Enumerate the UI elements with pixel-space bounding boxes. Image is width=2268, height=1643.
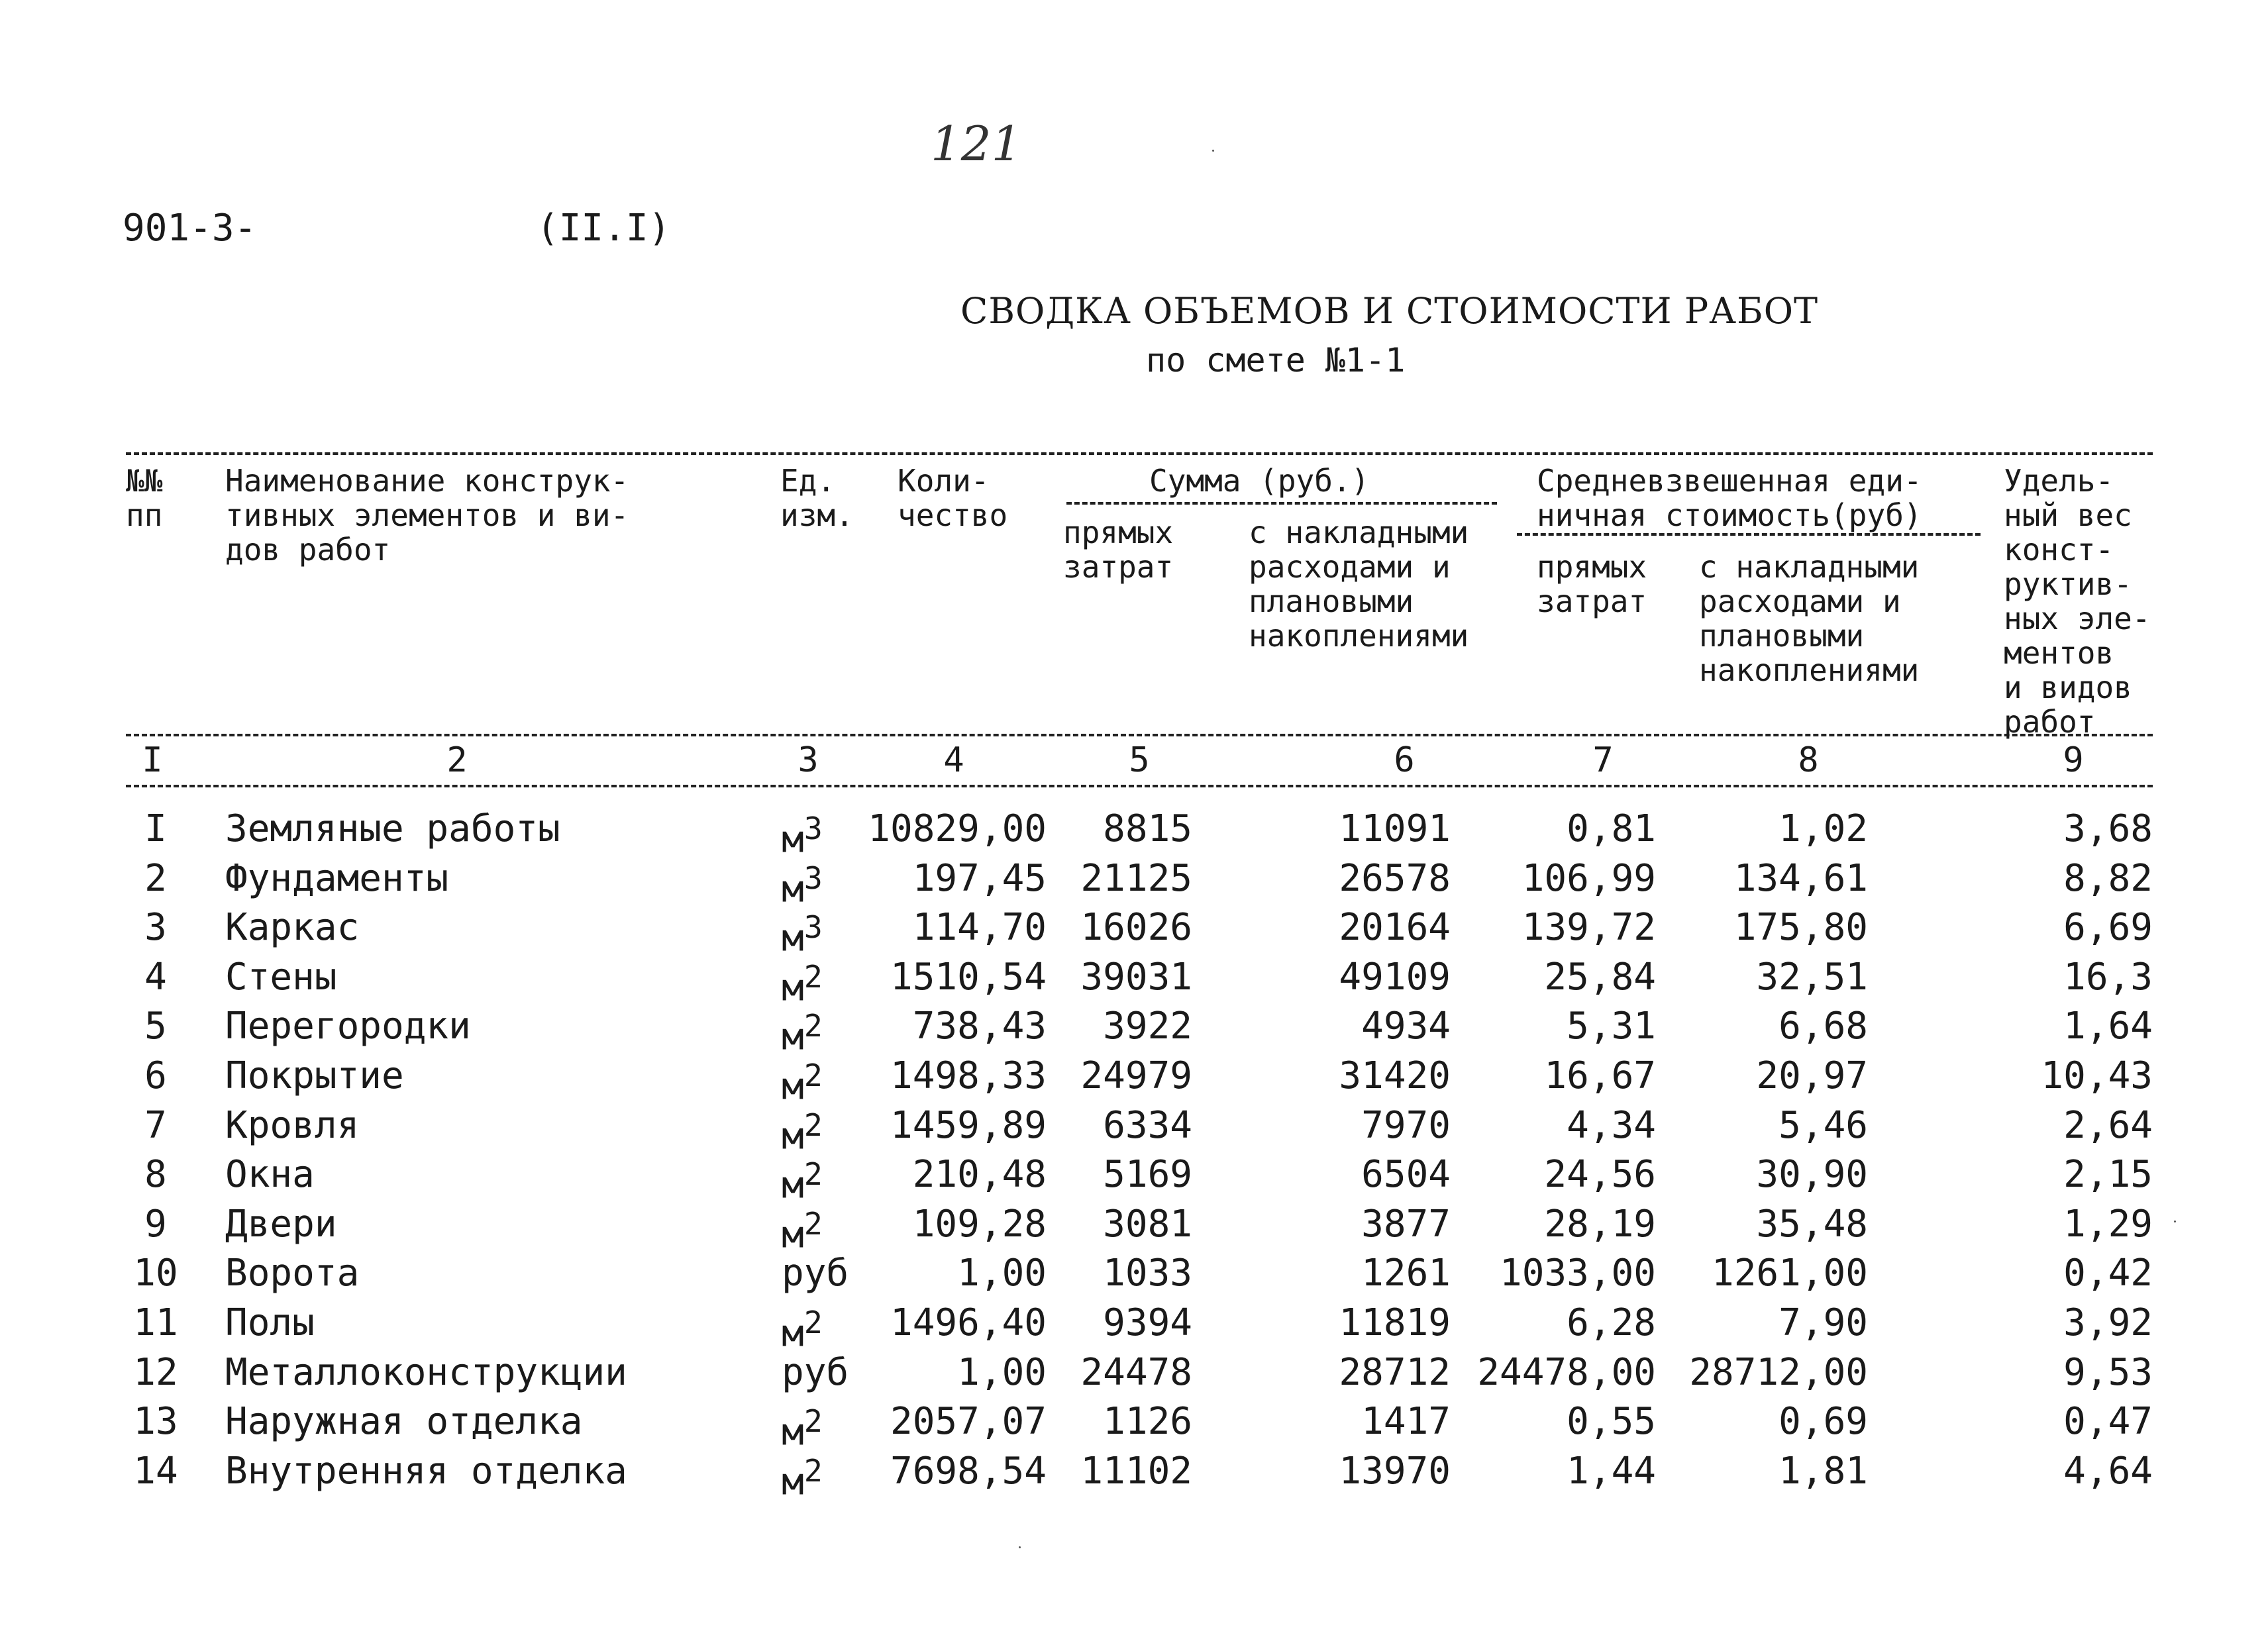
row-quantity: 738,43: [912, 1005, 1047, 1048]
row-name: Полы: [225, 1301, 315, 1344]
scan-speck: [1019, 1546, 1021, 1548]
column-number: I: [142, 740, 163, 780]
unit-label: м: [782, 1213, 804, 1257]
row-sum-overhead: 20164: [1339, 906, 1451, 950]
row-avg-direct: 139,72: [1521, 906, 1656, 950]
row-name: Фундаменты: [225, 856, 449, 900]
row-avg-overhead: 6,68: [1778, 1005, 1868, 1048]
row-avg-direct: 1033,00: [1499, 1252, 1656, 1295]
row-weight: 1,29: [2063, 1202, 2153, 1246]
row-avg-overhead: 1,02: [1778, 807, 1868, 850]
row-number: 14: [133, 1449, 178, 1493]
row-sum-direct: 16026: [1080, 906, 1192, 950]
row-avg-direct: 0,81: [1567, 807, 1656, 850]
column-number: 6: [1394, 740, 1415, 780]
row-number: 5: [144, 1005, 167, 1048]
column-number: 3: [798, 740, 819, 780]
avg-group-rule: [1517, 533, 1981, 536]
row-sum-direct: 9394: [1103, 1301, 1192, 1344]
row-quantity: 1510,54: [890, 955, 1047, 999]
row-name: Земляные работы: [225, 807, 560, 850]
row-number: 10: [133, 1252, 178, 1295]
row-sum-direct: 1126: [1103, 1400, 1192, 1444]
unit-label: м: [782, 818, 804, 862]
row-avg-direct: 0,55: [1567, 1400, 1656, 1444]
unit-exponent: 2: [803, 1206, 823, 1242]
row-number: 6: [144, 1054, 167, 1097]
row-sum-overhead: 31420: [1339, 1054, 1451, 1097]
row-name: Двери: [225, 1202, 337, 1246]
header-weight: Удель- ный вес конст- руктив- ных эле- ментов и видов работ: [2004, 463, 2151, 740]
row-name: Металлоконструкции: [225, 1350, 627, 1394]
row-weight: 8,82: [2063, 856, 2153, 900]
row-name: Внутренняя отделка: [225, 1449, 627, 1493]
row-weight: 2,64: [2063, 1103, 2153, 1147]
header-sum-direct: прямых затрат: [1063, 515, 1174, 585]
document-section: (II.I): [537, 207, 671, 250]
row-number: 13: [133, 1400, 178, 1444]
row-avg-overhead: 175,80: [1733, 906, 1868, 950]
column-number: 5: [1129, 740, 1150, 780]
unit-exponent: 2: [803, 1107, 823, 1144]
row-weight: 6,69: [2063, 906, 2153, 950]
row-avg-direct: 24478,00: [1477, 1350, 1656, 1394]
row-sum-direct: 21125: [1080, 856, 1192, 900]
header-avg-overhead: с накладными расходами и плановыми накоплениями: [1699, 549, 1920, 688]
row-quantity: 1496,40: [890, 1301, 1047, 1344]
unit-exponent: 2: [803, 1058, 823, 1094]
row-sum-direct: 3922: [1103, 1005, 1192, 1048]
row-avg-direct: 6,28: [1567, 1301, 1656, 1344]
row-sum-overhead: 4934: [1361, 1005, 1451, 1048]
unit-label: м: [782, 1460, 804, 1504]
header-num: №№ пп: [126, 463, 163, 533]
row-avg-direct: 4,34: [1567, 1103, 1656, 1147]
header-sum-overhead: с накладными расходами и плановыми накоплениями: [1249, 515, 1469, 654]
row-number: 4: [144, 955, 167, 999]
unit-exponent: 2: [803, 959, 823, 995]
unit-label: м: [782, 1164, 804, 1207]
header-avg-direct: прямых затрат: [1537, 549, 1647, 619]
row-sum-overhead: 7970: [1361, 1103, 1451, 1147]
unit-exponent: 3: [803, 860, 823, 897]
header-avg-group-line1: Средневзвешенная еди-: [1537, 463, 1922, 499]
unit-label: м: [782, 868, 804, 911]
row-avg-overhead: 5,46: [1778, 1103, 1868, 1147]
unit-label: м: [782, 917, 804, 960]
page-title: СВОДКА ОБЪЕМОВ И СТОИМОСТИ РАБОТ: [960, 290, 1819, 332]
header-qty: Коли- чество: [898, 463, 1008, 533]
row-number: 12: [133, 1350, 178, 1394]
unit-label: м: [782, 1065, 804, 1109]
row-sum-direct: 8815: [1103, 807, 1192, 850]
row-weight: 10,43: [2041, 1054, 2153, 1097]
row-quantity: 10829,00: [868, 807, 1047, 850]
row-avg-overhead: 0,69: [1778, 1400, 1868, 1444]
header-sum-group: Сумма (руб.): [1149, 463, 1370, 499]
row-number: 3: [144, 906, 167, 950]
unit-exponent: 3: [803, 910, 823, 946]
column-number: 7: [1592, 740, 1614, 780]
row-sum-direct: 24979: [1080, 1054, 1192, 1097]
column-number: 9: [2063, 740, 2084, 780]
unit-exponent: 2: [803, 1453, 823, 1489]
row-quantity: 1,00: [957, 1350, 1047, 1394]
row-sum-overhead: 11819: [1339, 1301, 1451, 1344]
row-avg-overhead: 30,90: [1756, 1153, 1868, 1197]
sum-group-rule: [1066, 502, 1497, 505]
unit-label: м: [782, 966, 804, 1010]
column-number-rule: [126, 785, 2153, 787]
row-sum-direct: 1033: [1103, 1252, 1192, 1295]
row-name: Окна: [225, 1153, 315, 1197]
row-number: 7: [144, 1103, 167, 1147]
row-sum-overhead: 11091: [1339, 807, 1451, 850]
row-avg-direct: 106,99: [1521, 856, 1656, 900]
row-avg-direct: 28,19: [1544, 1202, 1656, 1246]
row-quantity: 109,28: [912, 1202, 1047, 1246]
row-sum-overhead: 1261: [1361, 1252, 1451, 1295]
row-quantity: 7698,54: [890, 1449, 1047, 1493]
unit-label: руб: [782, 1350, 849, 1394]
row-avg-direct: 16,67: [1544, 1054, 1656, 1097]
row-avg-overhead: 1,81: [1778, 1449, 1868, 1493]
row-sum-direct: 11102: [1080, 1449, 1192, 1493]
row-number: 2: [144, 856, 167, 900]
row-avg-overhead: 20,97: [1756, 1054, 1868, 1097]
row-avg-overhead: 28712,00: [1689, 1350, 1868, 1394]
unit-exponent: 2: [803, 1305, 823, 1341]
row-avg-overhead: 1261,00: [1711, 1252, 1868, 1295]
row-quantity: 2057,07: [890, 1400, 1047, 1444]
row-name: Стены: [225, 955, 337, 999]
row-avg-direct: 5,31: [1567, 1005, 1656, 1048]
row-sum-overhead: 1417: [1361, 1400, 1451, 1444]
row-number: 11: [133, 1301, 178, 1344]
row-avg-direct: 25,84: [1544, 955, 1656, 999]
page-number: 121: [931, 116, 1022, 172]
row-sum-direct: 6334: [1103, 1103, 1192, 1147]
row-quantity: 197,45: [912, 856, 1047, 900]
table-top-rule: [126, 452, 2153, 455]
column-number: 2: [446, 740, 468, 780]
row-weight: 9,53: [2063, 1350, 2153, 1394]
row-avg-direct: 1,44: [1567, 1449, 1656, 1493]
unit-exponent: 2: [803, 1009, 823, 1045]
unit-label: м: [782, 1312, 804, 1356]
row-sum-direct: 3081: [1103, 1202, 1192, 1246]
row-avg-overhead: 35,48: [1756, 1202, 1868, 1246]
row-weight: 3,68: [2063, 807, 2153, 850]
row-number: 8: [144, 1153, 167, 1197]
row-sum-overhead: 28712: [1339, 1350, 1451, 1394]
row-quantity: 114,70: [912, 906, 1047, 950]
row-sum-direct: 24478: [1080, 1350, 1192, 1394]
header-name: Наименование конструк- тивных элементов и ви- дов работ: [225, 463, 629, 568]
row-sum-direct: 39031: [1080, 955, 1192, 999]
row-sum-overhead: 6504: [1361, 1153, 1451, 1197]
page-subtitle: по смете №1-1: [1146, 341, 1406, 379]
document-code: 901-3-: [123, 207, 257, 250]
row-avg-direct: 24,56: [1544, 1153, 1656, 1197]
row-weight: 2,15: [2063, 1153, 2153, 1197]
unit-exponent: 3: [803, 811, 823, 847]
row-weight: 16,3: [2063, 955, 2153, 999]
row-weight: 1,64: [2063, 1005, 2153, 1048]
row-name: Перегородки: [225, 1005, 471, 1048]
unit-label: руб: [782, 1252, 849, 1295]
column-number: 8: [1798, 740, 1819, 780]
row-avg-overhead: 134,61: [1733, 856, 1868, 900]
row-sum-overhead: 13970: [1339, 1449, 1451, 1493]
row-name: Наружная отделка: [225, 1400, 583, 1444]
unit-label: м: [782, 1115, 804, 1158]
row-quantity: 1459,89: [890, 1103, 1047, 1147]
row-sum-overhead: 3877: [1361, 1202, 1451, 1246]
unit-label: м: [782, 1411, 804, 1454]
row-weight: 0,47: [2063, 1400, 2153, 1444]
scan-speck: [2174, 1220, 2176, 1222]
row-quantity: 1,00: [957, 1252, 1047, 1295]
row-sum-direct: 5169: [1103, 1153, 1192, 1197]
row-weight: 3,92: [2063, 1301, 2153, 1344]
row-number: 9: [144, 1202, 167, 1246]
row-name: Каркас: [225, 906, 360, 950]
row-quantity: 210,48: [912, 1153, 1047, 1197]
row-sum-overhead: 26578: [1339, 856, 1451, 900]
row-quantity: 1498,33: [890, 1054, 1047, 1097]
row-name: Кровля: [225, 1103, 360, 1147]
unit-exponent: 2: [803, 1404, 823, 1440]
row-weight: 0,42: [2063, 1252, 2153, 1295]
row-weight: 4,64: [2063, 1449, 2153, 1493]
scan-speck: [1212, 150, 1214, 152]
row-sum-overhead: 49109: [1339, 955, 1451, 999]
row-avg-overhead: 32,51: [1756, 955, 1868, 999]
row-name: Ворота: [225, 1252, 360, 1295]
column-number: 4: [943, 740, 964, 780]
header-avg-group-line2: ничная стоимость(руб): [1537, 497, 1922, 533]
row-avg-overhead: 7,90: [1778, 1301, 1868, 1344]
header-bottom-rule: [126, 734, 2153, 736]
header-unit: Ед. изм.: [780, 463, 854, 533]
unit-label: м: [782, 1016, 804, 1060]
row-name: Покрытие: [225, 1054, 404, 1097]
unit-exponent: 2: [803, 1157, 823, 1193]
row-number: I: [144, 807, 167, 850]
